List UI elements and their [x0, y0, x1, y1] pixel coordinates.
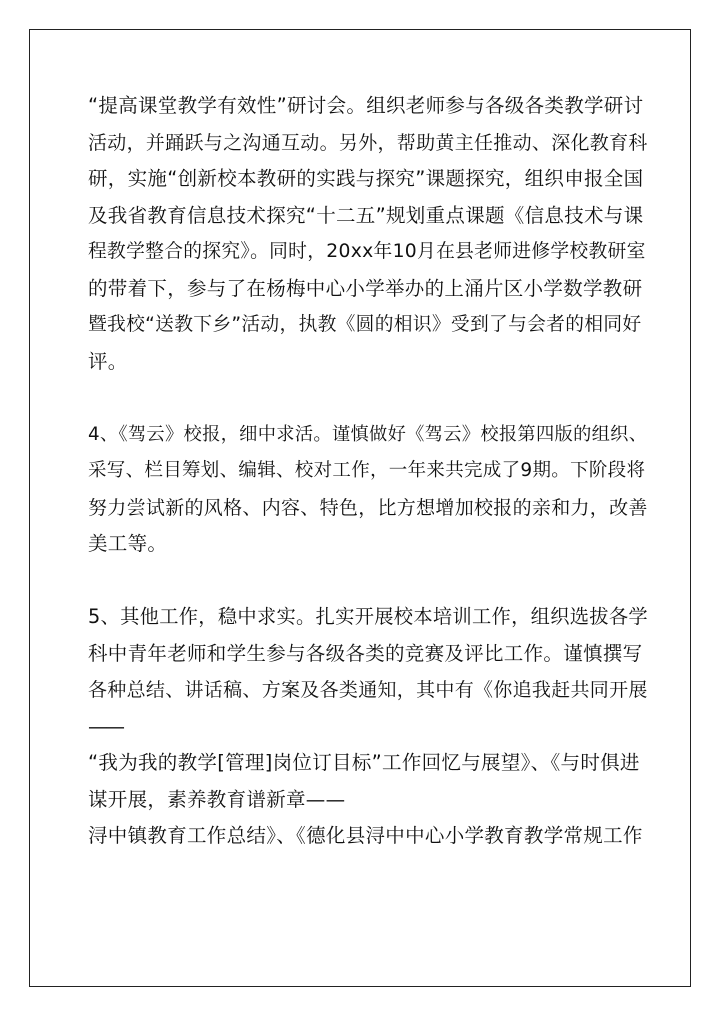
text-line: 美工等。 [88, 532, 168, 555]
text-line: 评。 [88, 349, 128, 373]
paragraph-2 [88, 417, 648, 563]
paragraph-3 [88, 599, 648, 855]
text-line: 各种总结、讲话稿、方案及各类通知，其中有《你追我赶共同开展 [88, 679, 648, 701]
text-line: 程教学整合的探究》。同时，20xx年10月在县老师进修学校教研室 [88, 241, 646, 262]
text-line: 活动，并踊跃与之沟通互动。另外，帮助黄主任推动、深化教育科 [88, 131, 648, 154]
text-line: 4、《驾云》校报，细中求活。谨慎做好《驾云》校报第四版的组织、 [88, 423, 648, 445]
text-line: 5、其他工作，稳中求实。扎实开展校本培训工作，组织选拔各学 [88, 605, 648, 628]
text-line: “提高课堂教学有效性”研讨会。组织老师参与各级各类教学研讨 [88, 94, 644, 117]
text-line: 努力尝试新的风格、内容、特色，比方想增加校报的亲和力，改善 [88, 496, 648, 519]
dash-line: —— [88, 714, 123, 738]
document-body [88, 88, 648, 855]
paragraph-gap [88, 380, 648, 417]
text-line: 及我省教育信息技术探究“十二五”规划重点课题《信息技术与课 [88, 203, 644, 227]
text-line: 浔中镇教育工作总结》、《德化县浔中中心小学教育教学常规工作 [88, 824, 643, 847]
text-line: 暨我校“送教下乡”活动，执教《圆的相识》受到了与会者的相同好 [88, 314, 642, 335]
text-line: 谋开展，素养教育谱新章—— [88, 787, 346, 811]
text-line: 的带着下，参与了在杨梅中心小学举办的上涌片区小学数学教研 [88, 276, 643, 300]
paragraph-1 [88, 88, 648, 380]
text-line: 采写、栏目筹划、编辑、校对工作，一年来共完成了9期。下阶段将 [88, 460, 646, 481]
paragraph-gap [88, 563, 648, 600]
text-line: “我为我的教学[管理]岗位订目标”工作回忆与展望》、《与时俱进 [88, 751, 640, 774]
text-line: 科中青年老师和学生参与各级各类的竞赛及评比工作。谨慎撰写 [88, 641, 643, 665]
text-line: 研，实施“创新校本教研的实践与探究”课题探究，组织申报全国 [88, 167, 644, 190]
